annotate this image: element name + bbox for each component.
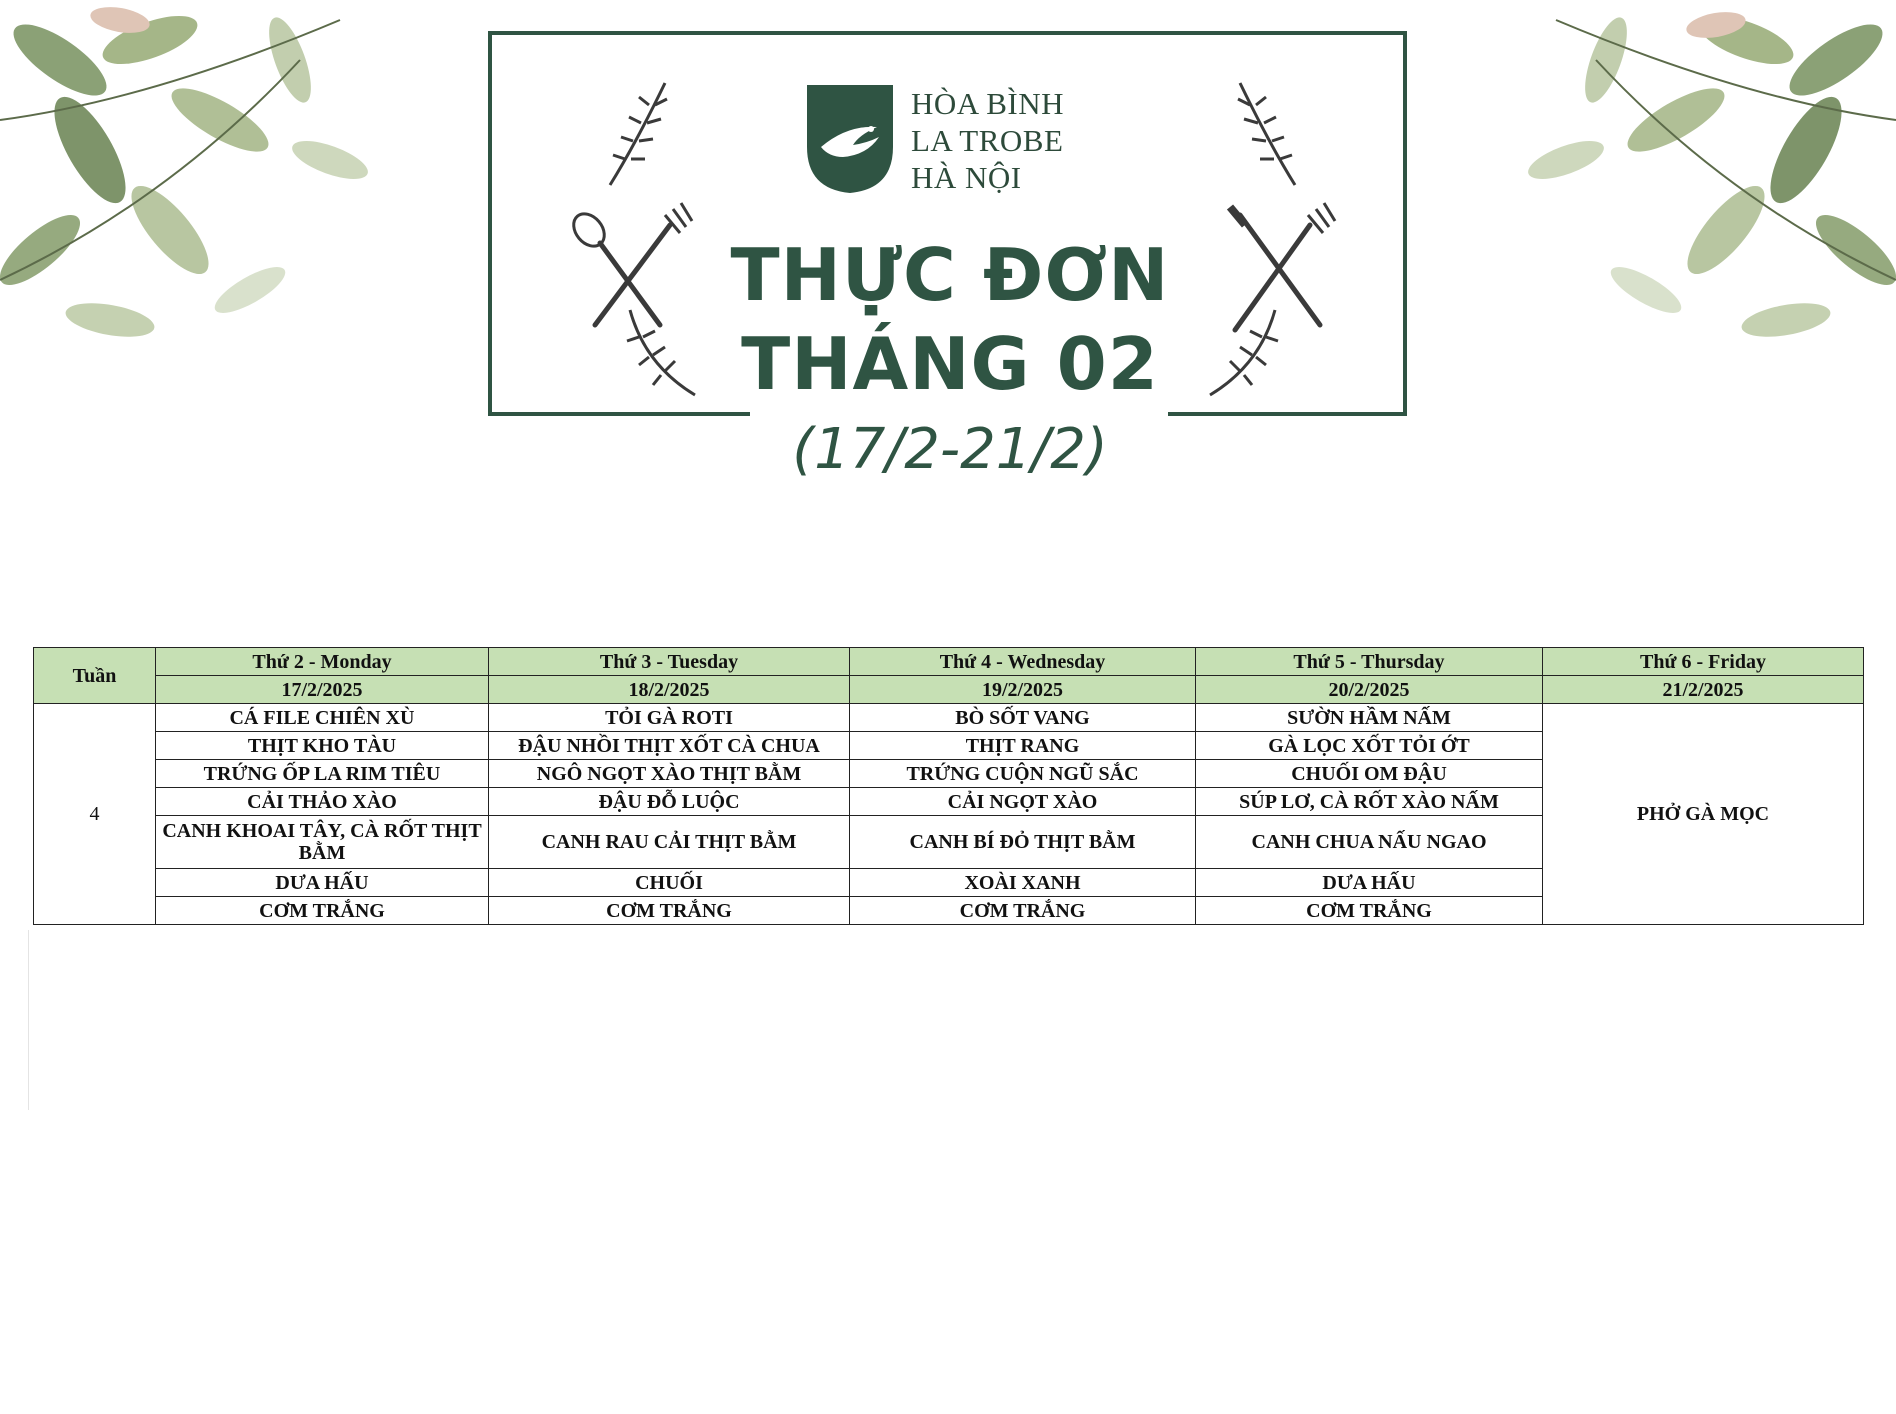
cutlery-sprig-left-icon [555,75,715,405]
dish-cell: CẢI THẢO XÀO [156,788,489,816]
cutlery-sprig-right-icon [1190,75,1350,405]
day-date: 19/2/2025 [850,676,1196,704]
dish-cell: CƠM TRẮNG [850,897,1196,925]
dish-cell: CƠM TRẮNG [1196,897,1543,925]
logo-line-1: HÒA BÌNH [911,86,1064,121]
dish-cell: CẢI NGỌT XÀO [850,788,1196,816]
page-edge-line [28,930,29,1110]
day-header: Thứ 4 - Wednesday [850,648,1196,676]
table-row [34,704,1864,732]
dish-cell: CANH CHUA NẤU NGAO [1196,816,1543,869]
dish-cell: XOÀI XANH [850,869,1196,897]
dish-cell: DƯA HẤU [156,869,489,897]
dish-cell: CÁ FILE CHIÊN XÙ [156,704,489,732]
weekly-menu-table [33,647,1864,925]
dish-cell: CƠM TRẮNG [156,897,489,925]
dove-shield-icon [807,85,893,193]
logo-line-2: LA TROBE [911,123,1064,158]
school-logo [807,85,1127,195]
dish-cell: CANH BÍ ĐỎ THỊT BẰM [850,816,1196,869]
dish-cell: NGÔ NGỌT XÀO THỊT BẰM [489,760,850,788]
dish-cell: CANH KHOAI TÂY, CÀ RỐT THỊT BẰM [156,816,489,869]
week-header: Tuần [34,648,156,704]
day-date: 20/2/2025 [1196,676,1543,704]
dish-cell: TRỨNG ỐP LA RIM TIÊU [156,760,489,788]
dish-cell: CHUỐI [489,869,850,897]
dish-cell: GÀ LỌC XỐT TỎI ỚT [1196,732,1543,760]
dish-cell: THỊT KHO TÀU [156,732,489,760]
menu-title-line-1: THỰC ĐƠN [730,233,1170,317]
day-header: Thứ 3 - Tuesday [489,648,850,676]
day-header: Thứ 2 - Monday [156,648,489,676]
day-date: 21/2/2025 [1543,676,1864,704]
dish-cell: SÚP LƠ, CÀ RỐT XÀO NẤM [1196,788,1543,816]
dish-cell: CƠM TRẮNG [489,897,850,925]
dish-cell: SƯỜN HẦM NẤM [1196,704,1543,732]
logo-line-3: HÀ NỘI [911,160,1022,195]
day-header: Thứ 6 - Friday [1543,648,1864,676]
dish-cell: DƯA HẤU [1196,869,1543,897]
table-date-row [34,676,1864,704]
day-date: 18/2/2025 [489,676,850,704]
week-number: 4 [34,704,156,925]
dish-cell: TRỨNG CUỘN NGŨ SẮC [850,760,1196,788]
dish-cell: CHUỐI OM ĐẬU [1196,760,1543,788]
table-header-row [34,648,1864,676]
dish-cell-friday: PHỞ GÀ MỌC [1543,704,1864,925]
dish-cell: CANH RAU CẢI THỊT BẰM [489,816,850,869]
dish-cell: TỎI GÀ ROTI [489,704,850,732]
day-header: Thứ 5 - Thursday [1196,648,1543,676]
dish-cell: THỊT RANG [850,732,1196,760]
dish-cell: ĐẬU NHỒI THỊT XỐT CÀ CHUA [489,732,850,760]
date-range: (17/2-21/2) [792,417,1108,482]
day-date: 17/2/2025 [156,676,489,704]
menu-title-line-2: THÁNG 02 [741,322,1159,406]
dish-cell: BÒ SỐT VANG [850,704,1196,732]
dish-cell: ĐẬU ĐỖ LUỘC [489,788,850,816]
